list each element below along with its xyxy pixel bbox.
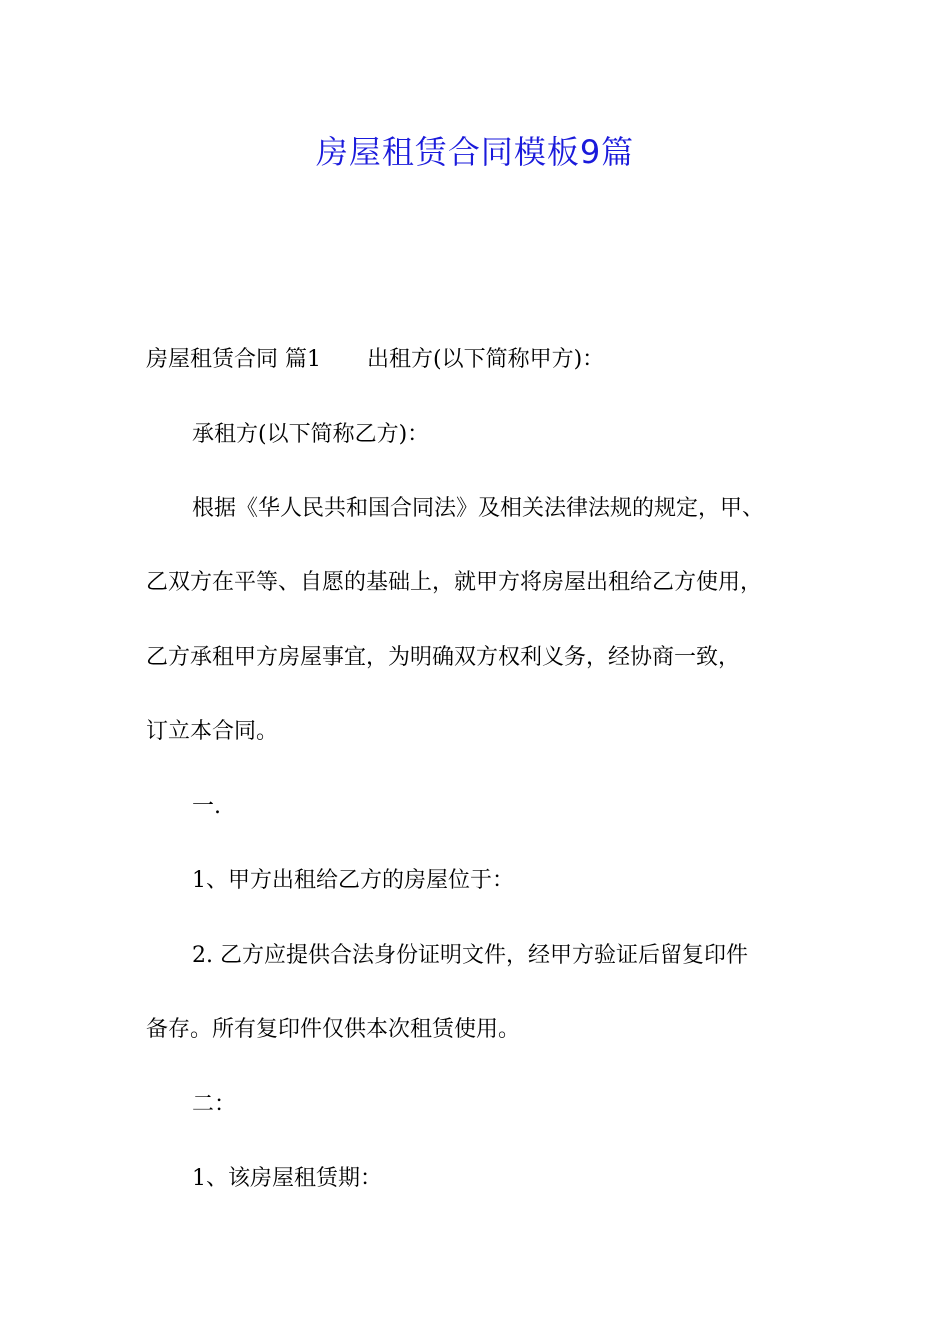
clause-line: 备存。所有复印件仅供本次租赁使用。 xyxy=(146,1017,521,1042)
paragraph-line: 乙双方在平等、自愿的基础上，就甲方将房屋出租给乙方使用， xyxy=(146,570,763,595)
clause-line: 1、该房屋租赁期： xyxy=(192,1166,382,1191)
lessee-line: 承租方(以下简称乙方)： xyxy=(192,422,430,447)
section-heading: 一. xyxy=(192,794,221,819)
document-title: 房屋租赁合同模板9篇 xyxy=(315,133,635,171)
paragraph-line: 根据《华人民共和国合同法》及相关法律法规的规定，甲、 xyxy=(192,496,765,521)
section-heading: 二： xyxy=(192,1092,237,1117)
first-line xyxy=(146,344,604,376)
clause-line: 2. 乙方应提供合法身份证明文件，经甲方验证后留复印件 xyxy=(192,943,748,968)
lessor-line: 出租方(以下简称甲方)： xyxy=(367,347,605,372)
heading-label: 房屋租赁合同 篇1 xyxy=(146,347,321,372)
clause-line: 1、甲方出租给乙方的房屋位于： xyxy=(192,868,514,893)
paragraph-line: 订立本合同。 xyxy=(146,719,279,744)
paragraph-line: 乙方承租甲方房屋事宜，为明确双方权利义务，经协商一致， xyxy=(146,645,741,670)
